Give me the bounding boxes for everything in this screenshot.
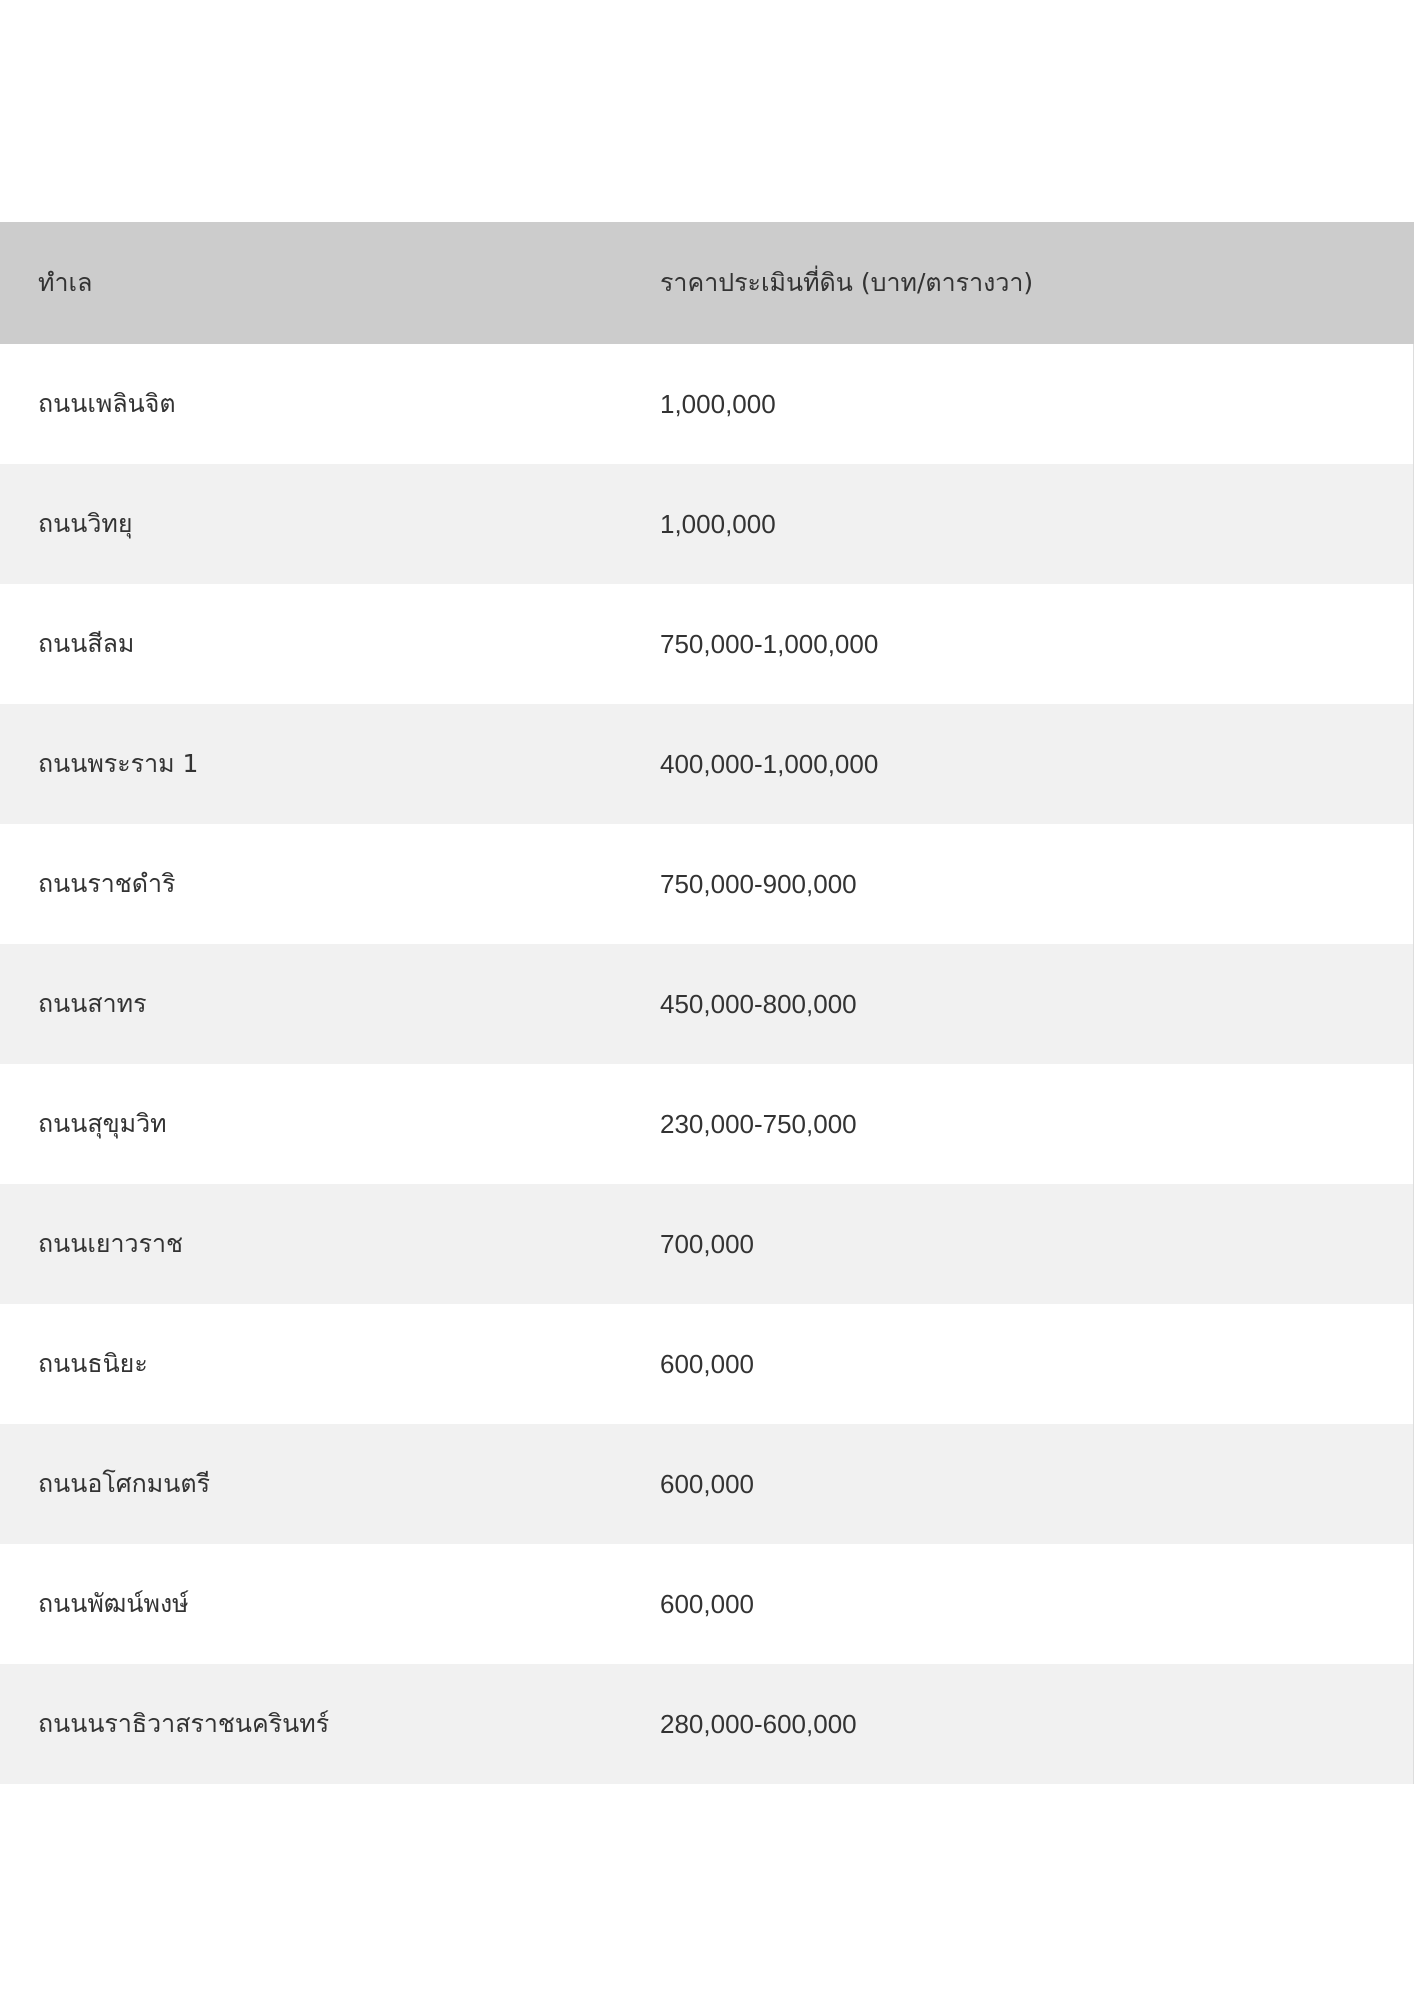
cell-price — [622, 704, 1414, 824]
price-value: 750,000-900,000 — [660, 868, 857, 899]
cell-area: ถนนเยาวราช — [38, 1229, 184, 1258]
price-value: 450,000-800,000 — [660, 988, 857, 1019]
table-row — [0, 464, 1414, 584]
cell-price — [622, 1544, 1414, 1664]
price-value: 700,000 — [660, 1228, 754, 1259]
cell-price — [622, 464, 1414, 584]
cell-price — [622, 944, 1414, 1064]
table-row — [0, 1304, 1414, 1424]
cell-price — [622, 1184, 1414, 1304]
table-row — [0, 1544, 1414, 1664]
header-area: ทำเล — [38, 268, 93, 297]
price-value: 230,000-750,000 — [660, 1108, 857, 1139]
table-row — [0, 944, 1414, 1064]
price-value: 600,000 — [660, 1348, 754, 1379]
table-row — [0, 344, 1414, 464]
cell-price — [622, 344, 1414, 464]
price-value: 1,000,000 — [660, 508, 776, 539]
table-row — [0, 1424, 1414, 1544]
cell-area: ถนนเพลินจิต — [38, 389, 176, 418]
table-row — [0, 1184, 1414, 1304]
cell-price — [622, 824, 1414, 944]
cell-area: ถนนพัฒน์พงษ์ — [38, 1589, 189, 1618]
price-value: 1,000,000 — [660, 388, 776, 419]
cell-area: ถนนพระราม 1 — [38, 749, 199, 778]
price-value: 280,000-600,000 — [660, 1708, 857, 1739]
table-body — [0, 344, 1414, 1784]
cell-price — [622, 1304, 1414, 1424]
table-header — [0, 222, 1414, 344]
header-row — [0, 222, 1414, 344]
cell-area: ถนนธนิยะ — [38, 1349, 148, 1378]
cell-area: ถนนสาทร — [38, 989, 147, 1018]
cell-area: ถนนสีลม — [38, 629, 135, 658]
table-row — [0, 1064, 1414, 1184]
cell-area: ถนนราชดำริ — [38, 869, 176, 898]
land-price-table — [0, 222, 1414, 1784]
cell-area: ถนนนราธิวาสราชนครินทร์ — [38, 1709, 330, 1738]
cell-area: ถนนสุขุมวิท — [38, 1109, 167, 1138]
price-value: 400,000-1,000,000 — [660, 748, 879, 779]
header-price: ราคาประเมินที่ดิน (บาท/ตารางวา) — [660, 268, 1034, 297]
price-value: 600,000 — [660, 1468, 754, 1499]
table-row — [0, 704, 1414, 824]
cell-price — [622, 584, 1414, 704]
cell-price — [622, 1424, 1414, 1544]
price-value: 600,000 — [660, 1588, 754, 1619]
cell-price — [622, 1664, 1414, 1784]
cell-area: ถนนอโศกมนตรี — [38, 1469, 210, 1498]
price-value: 750,000-1,000,000 — [660, 628, 879, 659]
table-row — [0, 584, 1414, 704]
cell-price — [622, 1064, 1414, 1184]
table-row — [0, 1664, 1414, 1784]
table-row — [0, 824, 1414, 944]
cell-area: ถนนวิทยุ — [38, 509, 133, 538]
